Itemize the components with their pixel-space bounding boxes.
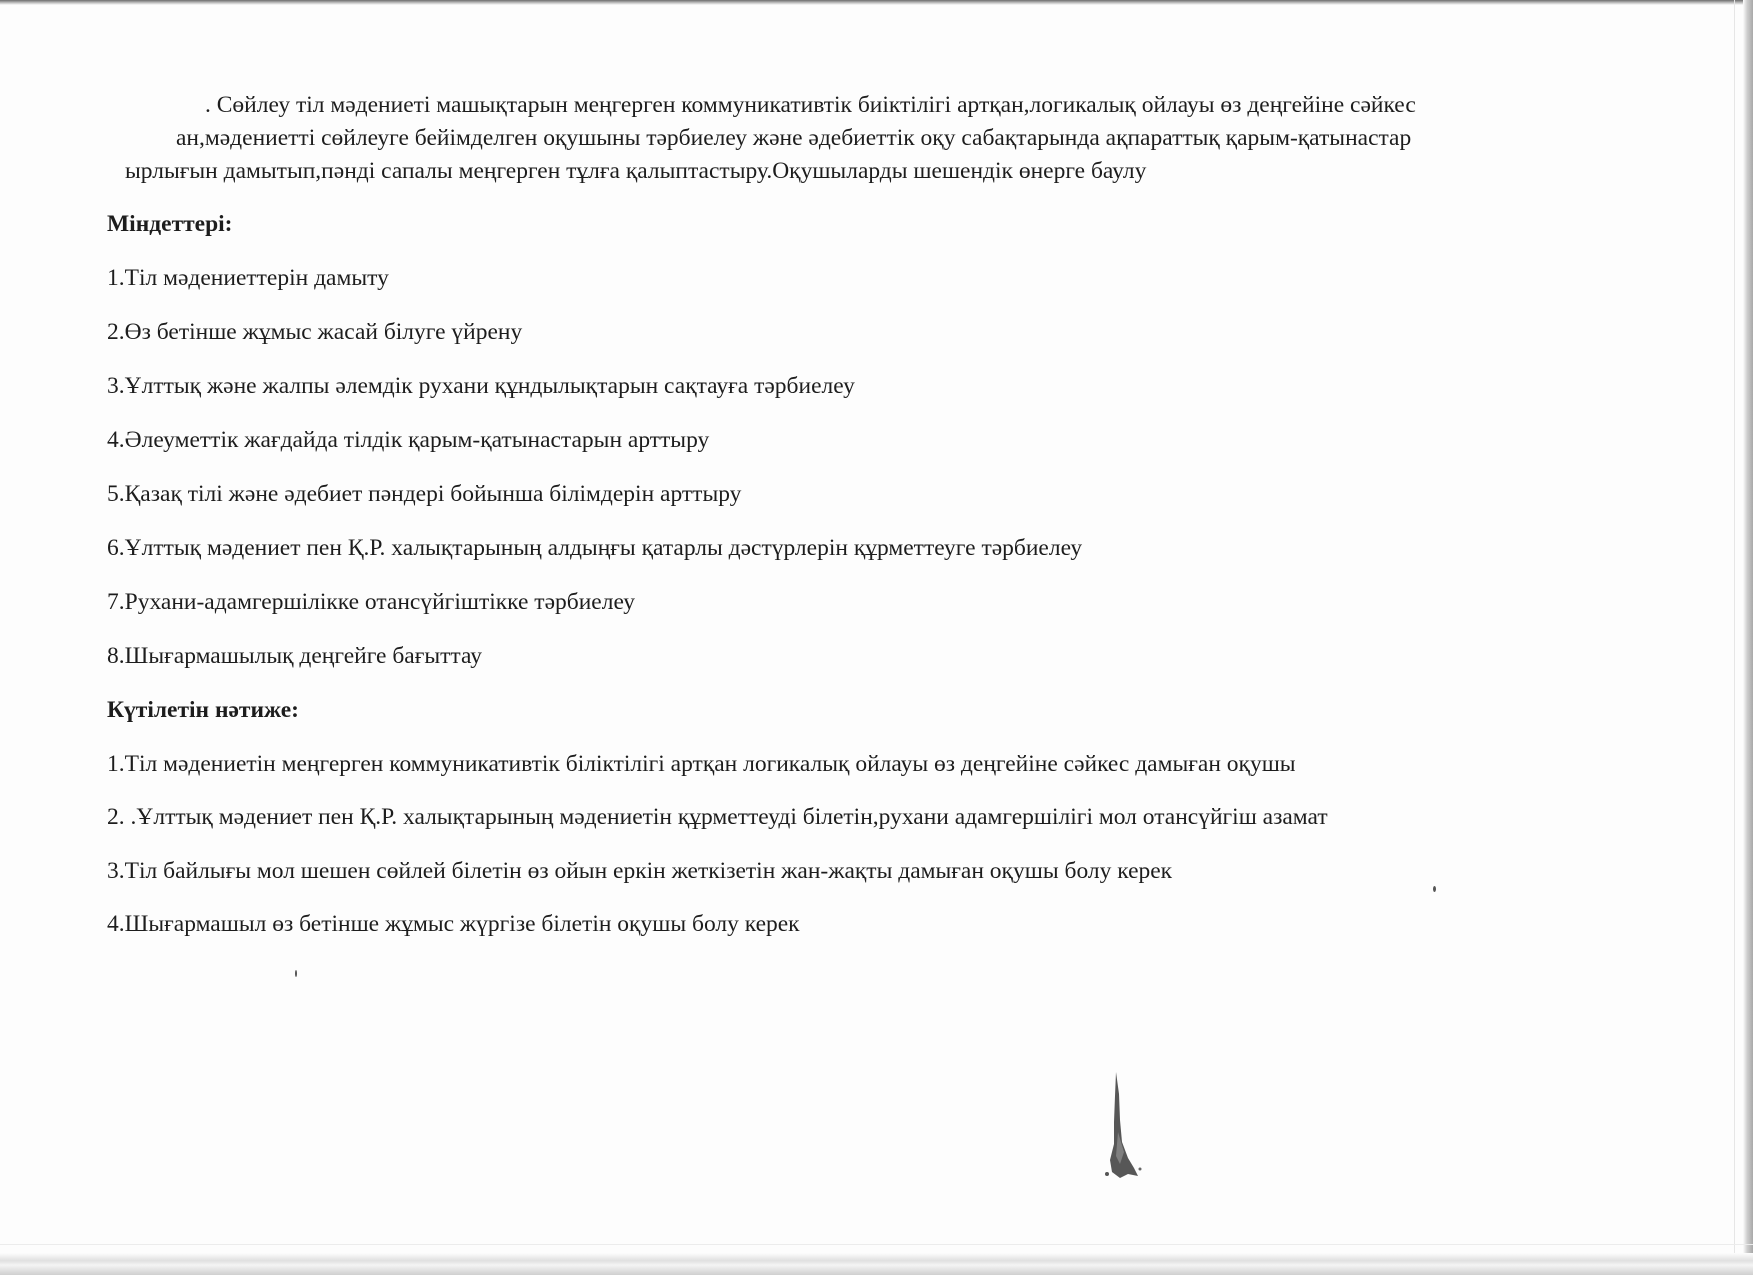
task-item-8: 8.Шығармашылық деңгейге бағыттау (107, 643, 482, 669)
task-item-5: 5.Қазақ тілі және әдебиет пәндері бойынша білімдерін арттыру (107, 481, 742, 507)
task-item-4: 4.Әлеуметтік жағдайда тілдік қарым-қатынастарын арттыру (107, 427, 710, 453)
task-item-2: 2.Өз бетінше жұмыс жасай білуге үйрену (107, 319, 523, 345)
intro-line-2: ан,мәдениетті сөйлеуге бейімделген оқушыны тәрбиелеу және әдебиеттік оқу сабақтарында ақпараттық қарым-қатынастар (176, 125, 1412, 151)
task-item-6: 6.Ұлттық мәдениет пен Қ.Р. халықтарының алдыңғы қатарлы дәстүрлерін құрметтеуге тәрбиелеу (107, 535, 1083, 561)
scan-speck (1433, 886, 1436, 892)
results-heading: Күтілетін нәтиже: (107, 697, 300, 723)
scan-speck (295, 970, 297, 977)
intro-line-1: . Сөйлеу тіл мәдениеті машықтарын меңгерген коммуникативтік биіктілігі артқан,логикалық ойлауы өз деңгейіне сәйкес (205, 92, 1416, 118)
page-bottom-fold-line (0, 1244, 1753, 1245)
task-item-3: 3.Ұлттық және жалпы әлемдік рухани құндылықтарын сақтауға тәрбиелеу (107, 373, 855, 399)
tasks-heading: Міндеттері: (107, 211, 233, 237)
task-item-1: 1.Тіл мәдениеттерін дамыту (107, 265, 389, 291)
intro-line-3: ырлығын дамытып,пәнді сапалы меңгерген тұлға қалыптастыру.Оқушыларды шешендік өнерге баулу (125, 158, 1147, 184)
page-right-fold-line (1734, 0, 1735, 1275)
task-item-7: 7.Рухани-адамгершілікке отансүйгіштікке тәрбиелеу (107, 589, 636, 615)
result-item-2: 2. .Ұлттық мәдениет пен Қ.Р. халықтарының мәдениетін құрметтеуді білетін,рухани адамгершілігі мол отансүйгіш азамат (107, 804, 1328, 830)
page-top-edge (0, 0, 1753, 5)
result-item-4: 4.Шығармашыл өз бетінше жұмыс жүргізе білетін оқушы болу керек (107, 911, 800, 937)
page-bottom-edge (0, 1253, 1753, 1275)
ink-blot-mark (1098, 1072, 1148, 1182)
page-right-edge (1743, 0, 1753, 1275)
result-item-1: 1.Тіл мәдениетін меңгерген коммуникативтік біліктілігі артқан логикалық ойлауы өз деңгейіне сәйкес дамыған оқушы (107, 751, 1296, 777)
result-item-3: 3.Тіл байлығы мол шешен сөйлей білетін өз ойын еркін жеткізетін жан-жақты дамыған оқушы болу керек (107, 858, 1173, 884)
